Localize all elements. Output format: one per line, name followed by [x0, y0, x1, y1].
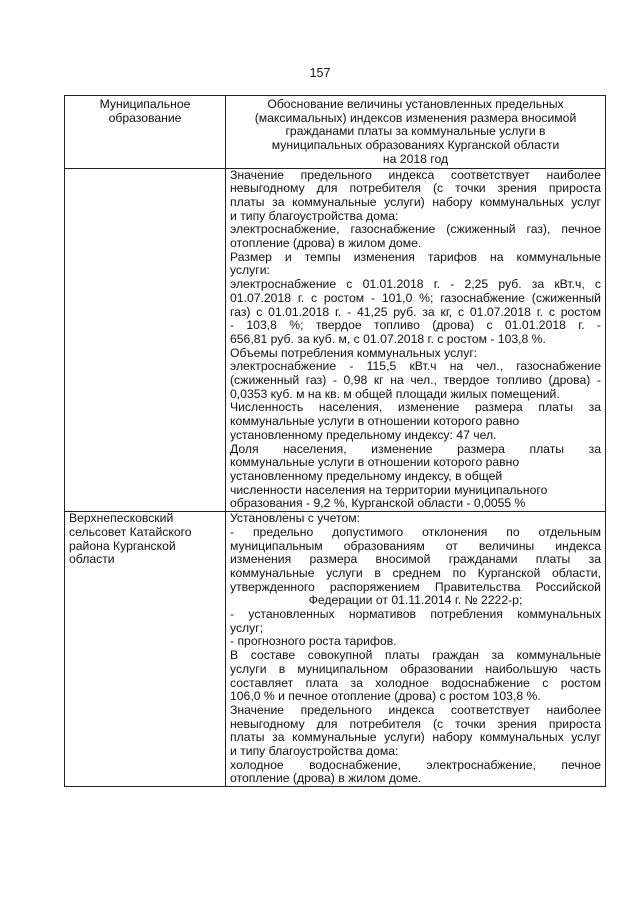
- header-line: Обоснование величины установленных предельных: [267, 97, 564, 111]
- text-line: численности населения на территории муниципального: [230, 482, 548, 497]
- header-justification: [226, 96, 606, 169]
- text-line: Объемы потребления коммунальных услуг:: [230, 345, 478, 360]
- table-row: [65, 168, 606, 512]
- tariff-table: [64, 95, 606, 787]
- text-line: Значение предельного индекса соответствует наиболее: [230, 702, 601, 717]
- municipality-line: района Курганской: [69, 538, 176, 553]
- text-line: - 103,8 %; твердое топливо (дрова) с 01.01.2018 г. -: [230, 318, 601, 333]
- text-line: - прогнозного роста тарифов.: [230, 634, 397, 649]
- municipality-line: сельсовет Катайского: [69, 524, 192, 539]
- text-line: Федерации от 01.11.2014 г. № 2222-р;: [308, 593, 523, 608]
- text-line: Численность населения, изменение размера платы за: [230, 400, 601, 415]
- header-line: на 2018 год: [382, 151, 449, 166]
- text-line: составляет плата за холодное водоснабжение с ростом: [230, 675, 601, 690]
- text-line: установленному предельному индексу: 47 чел.: [230, 427, 497, 442]
- header-municipality: [65, 96, 226, 169]
- text-line: невыгодному для потребителя (с точки зрения прироста: [230, 181, 601, 196]
- text-line: коммунальные услуги в среднем по Курганской области,: [230, 565, 601, 580]
- row2-municipality-cell: [65, 512, 226, 787]
- text-line: коммунальные услуги в отношении которого равно: [230, 455, 520, 470]
- header-line: муниципальных образованиях Курганской области: [271, 138, 560, 153]
- municipality-line: Верхнепесковский: [69, 511, 174, 526]
- header-line: Муниципальное: [99, 97, 191, 111]
- text-line: электроснабжение, газоснабжение (сжиженный газ), печное: [230, 222, 601, 237]
- text-line: услуги в муниципальном образовании наибольшую часть: [230, 661, 601, 676]
- text-line: образования - 9,2 %, Курганской области - 0,0055 %: [230, 496, 526, 511]
- text-line: 656,81 руб. за куб. м, с 01.07.2018 г. с ростом - 103,8 %.: [230, 331, 546, 346]
- text-line: Размер и темпы изменения тарифов на коммунальные: [230, 249, 601, 264]
- text-line: утвержденного распоряжением Правительства Российской: [230, 579, 601, 594]
- text-line: отопление (дрова) в жилом доме.: [230, 771, 422, 786]
- text-line: Значение предельного индекса соответствует наиболее: [230, 167, 601, 182]
- text-line: изменения размера вносимой гражданами платы за: [230, 552, 601, 567]
- row2-text-cell: [226, 512, 606, 787]
- row1-municipality-cell: [65, 168, 226, 512]
- page-number: 157: [309, 66, 331, 80]
- text-line: и типу благоустройства дома:: [230, 744, 399, 759]
- text-line: платы за коммунальные услуги) набору коммунальных услуг: [230, 194, 601, 209]
- text-line: услуги:: [230, 263, 270, 278]
- table-header-row: [65, 96, 606, 169]
- text-line: услуг;: [230, 620, 264, 635]
- text-line: невыгодному для потребителя (с точки зрения прироста: [230, 716, 601, 731]
- text-line: коммунальные услуги в отношении которого равно: [230, 414, 520, 429]
- text-line: Установлены с учетом:: [230, 511, 360, 526]
- header-line: гражданами платы за коммунальные услуги в: [285, 124, 546, 139]
- text-line: электроснабжение - 115,5 кВт.ч на чел., газоснабжение: [230, 359, 601, 374]
- text-line: электроснабжение с 01.01.2018 г. - 2,25 руб. за кВт.ч, с: [230, 277, 601, 292]
- row1-text-cell: [226, 168, 606, 512]
- table-row: [65, 512, 606, 787]
- text-line: Доля населения, изменение размера платы за: [230, 441, 601, 456]
- text-line: отопление (дрова) в жилом доме.: [230, 236, 422, 251]
- text-line: 106,0 % и печное отопление (дрова) с ростом 103,8 %.: [230, 689, 541, 704]
- text-line: - установленных нормативов потребления коммунальных: [230, 607, 601, 622]
- header-line: образование: [108, 110, 182, 125]
- text-line: газ) с 01.01.2018 г. - 41,25 руб. за кг, с 01.07.2018 г. с ростом: [230, 304, 601, 319]
- text-line: - предельно допустимого отклонения по отдельным: [230, 524, 601, 539]
- text-line: 0,0353 куб. м на кв. м общей площади жилых помещений.: [230, 386, 560, 401]
- text-line: платы за коммунальные услуги) набору коммунальных услуг: [230, 730, 601, 745]
- municipality-line: области: [69, 552, 115, 567]
- text-line: муниципальным образованиям от величины индекса: [230, 538, 601, 553]
- text-line: В составе совокупной платы граждан за коммунальные: [230, 648, 601, 663]
- text-line: и типу благоустройства дома:: [230, 208, 399, 223]
- text-line: 01.07.2018 г. с ростом - 101,0 %; газоснабжение (сжиженный: [230, 290, 601, 305]
- text-line: установленному предельному индексу, в общей: [230, 468, 503, 483]
- header-line: (максимальных) индексов изменения размера вносимой: [254, 110, 577, 125]
- text-line: (сжиженный газ) - 0,98 кг на чел., твердое топливо (дрова) -: [230, 373, 601, 388]
- text-line: холодное водоснабжение, электроснабжение, печное: [230, 757, 601, 772]
